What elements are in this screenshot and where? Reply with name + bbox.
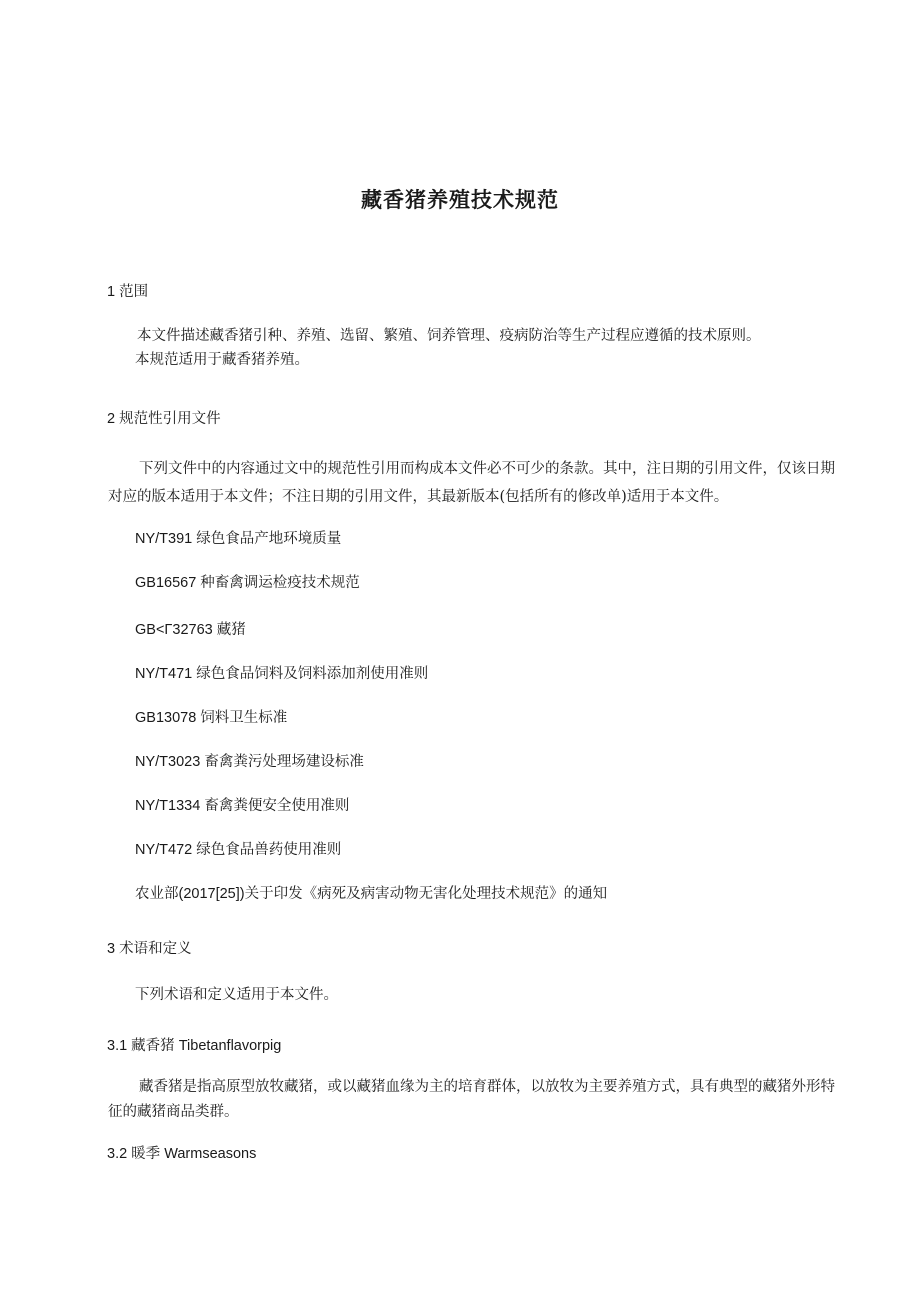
reference-item: NY/T471 绿色食品饲料及饲料添加剂使用准则 — [135, 666, 429, 682]
section-1-heading: 1 范围 — [107, 284, 149, 300]
reference-item: NY/T1334 畜禽粪便安全使用准则 — [135, 798, 350, 814]
reference-item: NY/T391 绿色食品产地环境质量 — [135, 531, 342, 547]
section-2-intro: 下列文件中的内容通过文中的规范性引用而构成本文件必不可少的条款。其中，注日期的引用文件，仅该日期对应的版本适用于本文件；不注日期的引用文件，其最新版本(包括所有的修改单)适用于本文件。 — [108, 461, 835, 505]
term-2-heading: 3.2 暖季 Warmseasons — [107, 1146, 257, 1162]
reference-item: 农业部(2017[25])关于印发《病死及病害动物无害化处理技术规范》的通知 — [135, 886, 608, 902]
section-2-heading: 2 规范性引用文件 — [107, 411, 221, 427]
section-3-intro: 下列术语和定义适用于本文件。 — [135, 987, 338, 1003]
section-3-heading: 3 术语和定义 — [107, 941, 192, 957]
reference-item: GB<Γ32763 藏猪 — [135, 622, 246, 638]
reference-item: NY/T3023 畜禽粪污处理场建设标准 — [135, 754, 364, 770]
section-1-line-2: 本规范适用于藏香猪养殖。 — [135, 352, 309, 368]
section-1-line-1: 本文件描述藏香猪引种、养殖、选留、繁殖、饲养管理、疫病防治等生产过程应遵循的技术原则。 — [137, 328, 761, 344]
term-1-definition: 藏香猪是指高原型放牧藏猪，或以藏猪血缘为主的培育群体，以放牧为主要养殖方式，具有典型的藏猪外形特征的藏猪商品类群。 — [108, 1079, 835, 1120]
reference-item: GB13078 饲料卫生标准 — [135, 710, 288, 726]
term-1-heading: 3.1 藏香猪 Tibetanflavorpig — [107, 1038, 282, 1054]
reference-item: NY/T472 绿色食品兽药使用准则 — [135, 842, 342, 858]
reference-item: GB16567 种畜禽调运检疫技术规范 — [135, 575, 360, 591]
document-title: 藏香猪养殖技术规范 — [361, 188, 559, 212]
